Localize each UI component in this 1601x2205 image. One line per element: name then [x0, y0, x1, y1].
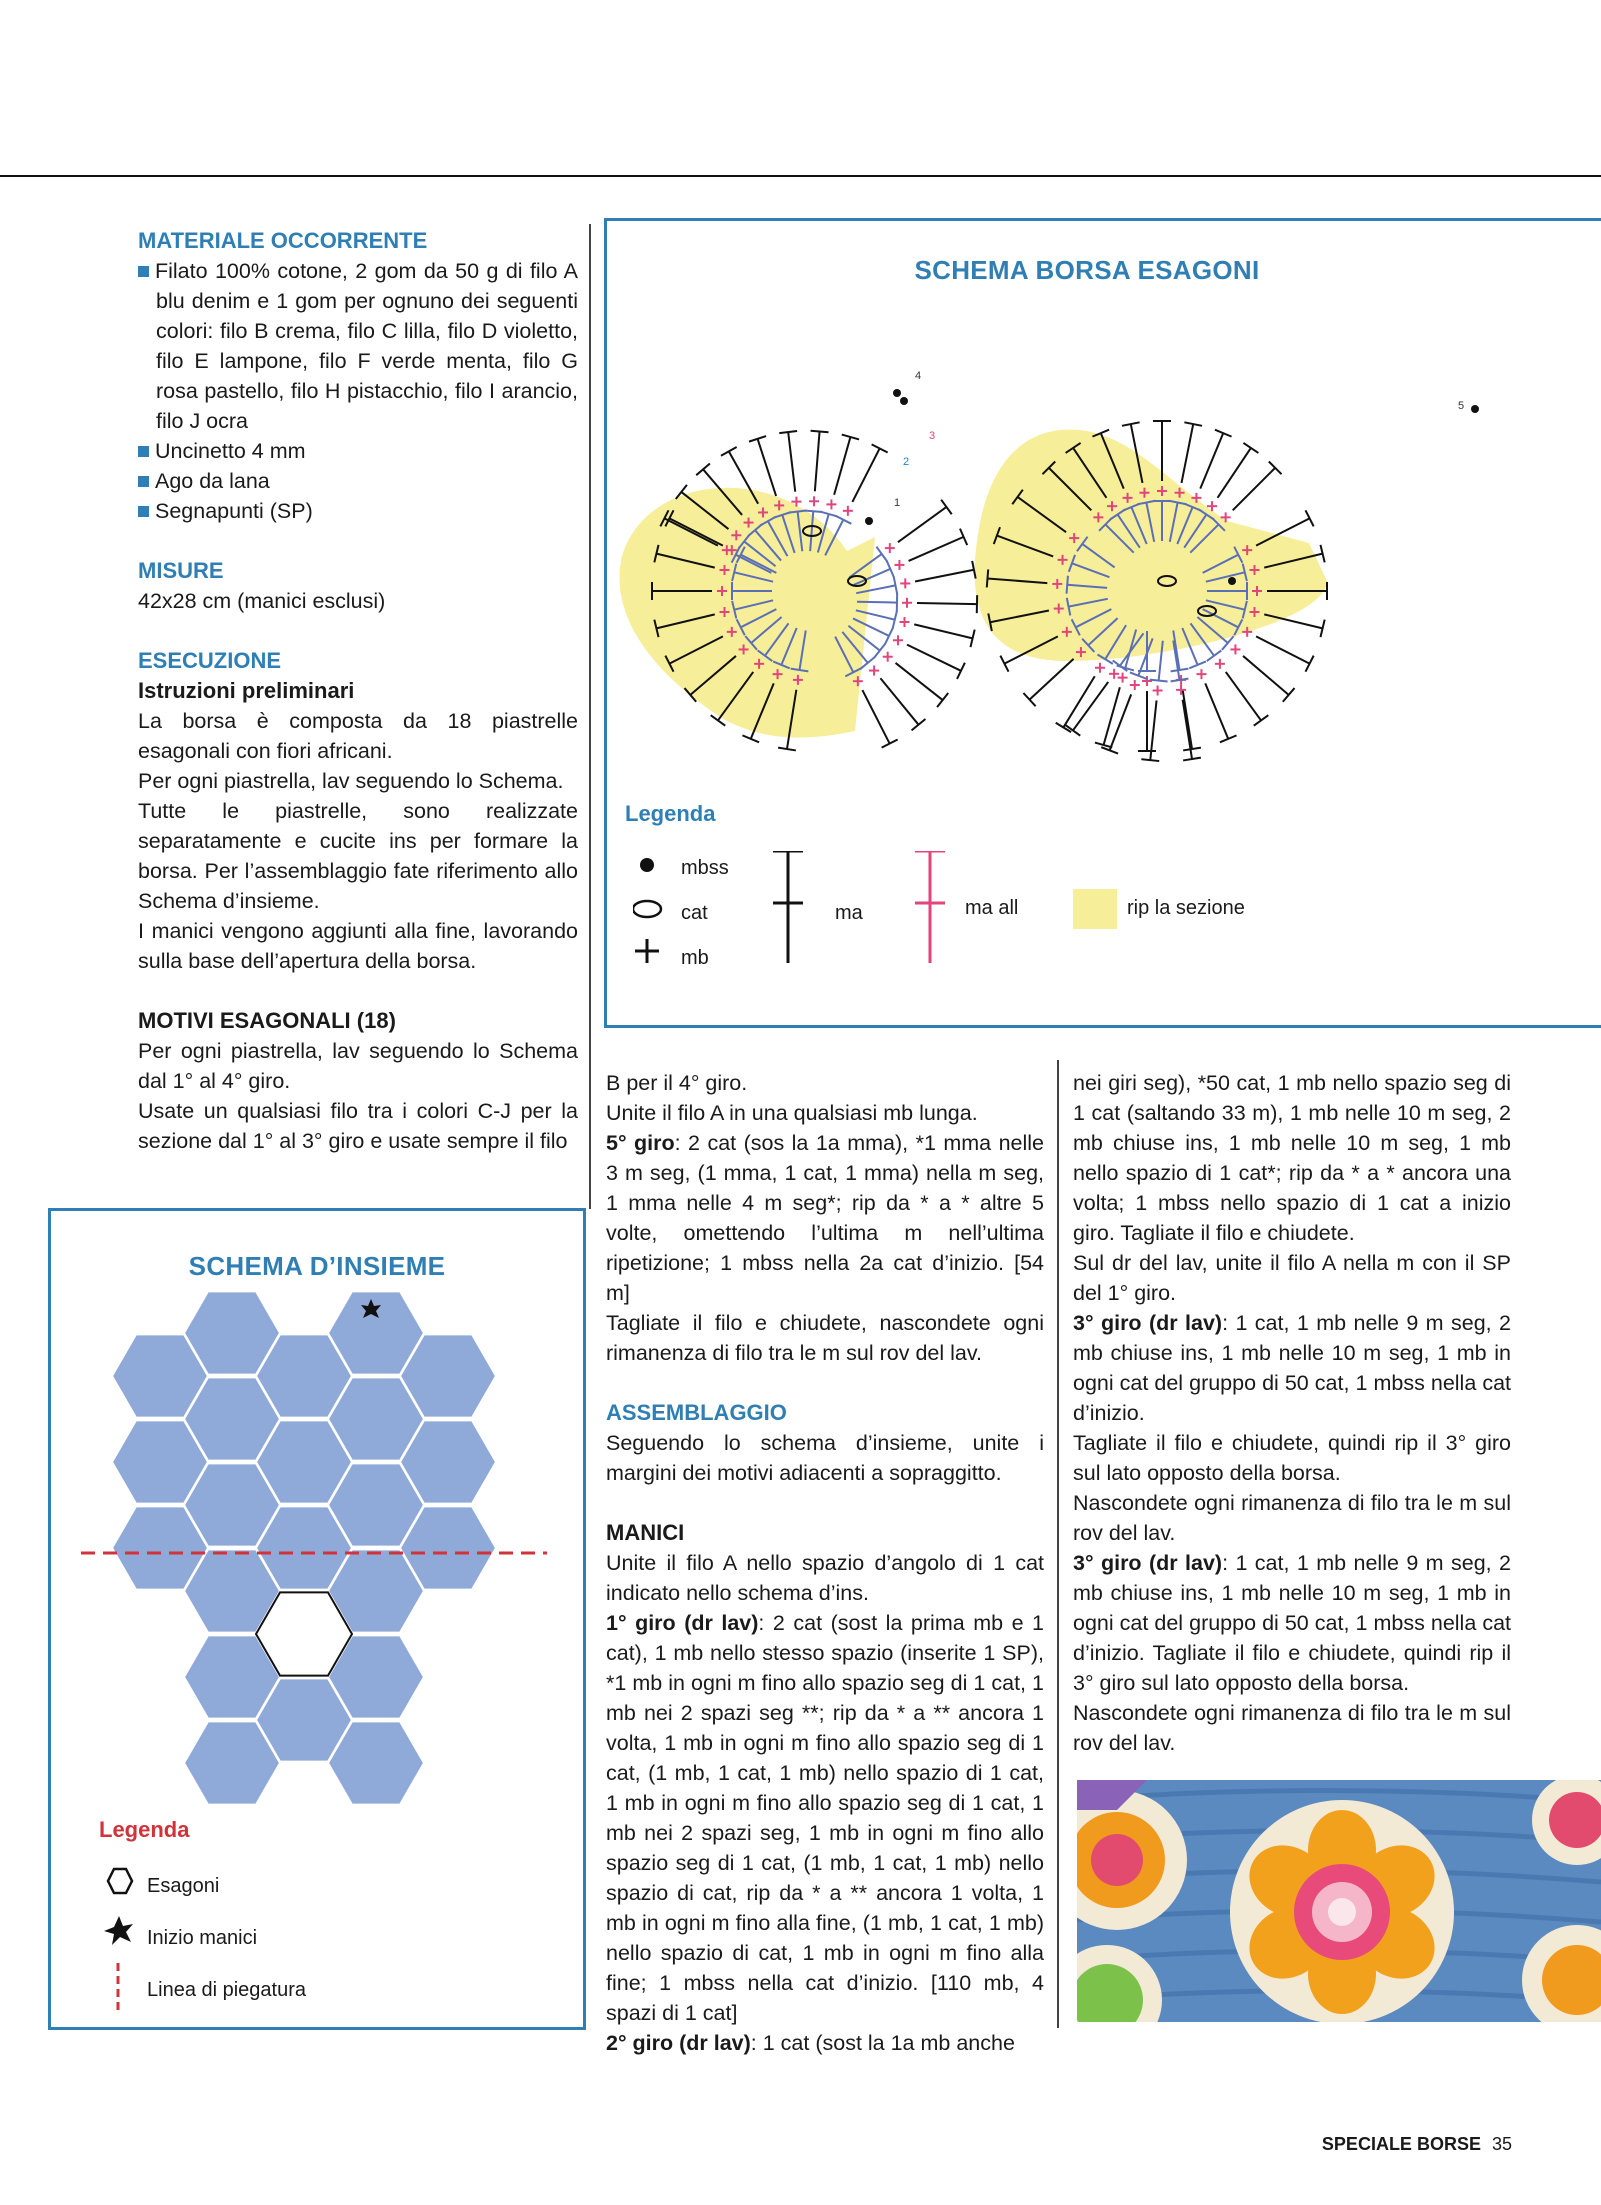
- schema-insieme-title: SCHEMA D’INSIEME: [188, 1251, 446, 1281]
- right-para: Nascondete ogni rimanenza di filo tra le m sul rov del lav.: [1073, 1491, 1511, 1545]
- legend-esagoni: Esagoni: [147, 1875, 220, 1897]
- materiale-item: Segnapunti (SP): [138, 496, 578, 526]
- legend-mbss: mbss: [681, 857, 729, 879]
- right-para: Sul dr del lav, unite il filo A nella m con il SP del 1° giro.: [1073, 1251, 1511, 1305]
- repeat-section-left: [620, 488, 875, 738]
- mid-para: Unite il filo A in una qualsiasi mb lunga.: [606, 1101, 978, 1125]
- materiale-title: MATERIALE OCCORRENTE: [138, 228, 428, 253]
- schema-borsa-box: [604, 218, 1601, 1028]
- african-flower-photo: [1077, 1780, 1601, 2022]
- round-number-2: 2: [903, 456, 910, 468]
- legend-rip-swatch: [1073, 889, 1117, 929]
- legend-cat: cat: [681, 902, 708, 924]
- round-number-3: 3: [929, 430, 936, 442]
- legend-ma: ma: [835, 902, 863, 924]
- materiale-item: Uncinetto 4 mm: [138, 436, 578, 466]
- right-column: [1073, 1068, 1511, 1758]
- legend-mb: mb: [681, 947, 709, 969]
- right-para: Nascondete ogni rimanenza di filo tra le m sul rov del lav.: [1073, 1701, 1511, 1755]
- esecuzione-para: I manici vengono aggiunti alla fine, lavorando sulla base dell’apertura della borsa.: [138, 919, 578, 973]
- right-para: Tagliate il filo e chiudete, quindi rip il 3° giro sul lato opposto della borsa.: [1073, 1431, 1511, 1485]
- mid-para: B per il 4° giro.: [606, 1071, 748, 1095]
- giro-3a: 3° giro (dr lav): 1 cat, 1 mb nelle 9 m seg, 2 mb chiuse ins, 1 mb nelle 10 m seg, 1 mb in ogni cat del gruppo di 50 cat, 1 mbss nella cat d’inizio.: [1073, 1311, 1511, 1425]
- hexagon-icon: [108, 1869, 132, 1893]
- middle-column: [606, 1068, 1044, 2058]
- left-column: [138, 226, 578, 1156]
- schema-borsa-title: SCHEMA BORSA ESAGONI: [914, 255, 1260, 285]
- mbss-icon: [640, 858, 654, 872]
- legend-linea-piegatura: Linea di piegatura: [147, 1979, 307, 2001]
- esecuzione-para: La borsa è composta da 18 piastrelle esagonali con fiori africani.: [138, 709, 578, 763]
- footer-section: SPECIALE BORSE: [1321, 2134, 1481, 2154]
- assemblaggio-text: Seguendo lo schema d’insieme, unite i margini dei motivi adiacenti a sopraggitto.: [606, 1431, 1044, 1485]
- schema-insieme-box: [48, 1208, 586, 2030]
- esecuzione-title: ESECUZIONE: [138, 648, 282, 673]
- materiale-item: Filato 100% cotone, 2 gom da 50 g di filo A blu denim e 1 gom per ognuno dei seguenti colori: filo B crema, filo C lilla, filo D violetto, filo E lampone, filo F verde menta, filo G rosa pastello, filo H pistacchio, filo I arancio, filo J ocra: [138, 256, 578, 436]
- star-icon: [104, 1916, 133, 1945]
- legend-rip: rip la sezione: [1127, 897, 1245, 919]
- legend-title: Legenda: [625, 801, 716, 826]
- giro-5: 5° giro: 2 cat (sos la 1a mma), *1 mma nelle 3 m seg, (1 mma, 1 cat, 1 mma) nella m seg, 1 mma nelle 4 m seg*; rip da * a * altre 5 volte, omettendo l’ultima m nell’ultima ripetizione; 1 mbss nella 2a cat d’inizio. [54 m]: [606, 1131, 1045, 1305]
- legend-ma-all: ma all: [965, 897, 1019, 919]
- esecuzione-para: Per ogni piastrella, lav seguendo lo Schema.: [138, 769, 564, 793]
- misure-title: MISURE: [138, 558, 224, 583]
- right-para: nei giri seg), *50 cat, 1 mb nello spazio seg di 1 cat (saltando 33 m), 1 mb nelle 10 m seg, 2 mb chiuse ins, 1 mb nelle 10 m seg, 1 mb nello spazio di 1 cat*; rip da * a * ancora una volta; 1 mbss nello spazio di 1 cat a inizio giro. Tagliate il filo e chiudete.: [1073, 1071, 1511, 1245]
- manici-title: MANICI: [606, 1520, 685, 1545]
- istruzioni-subtitle: Istruzioni preliminari: [138, 678, 355, 703]
- crochet-photo: [1077, 1780, 1601, 2022]
- mid-para: Tagliate il filo e chiudete, nascondete ogni rimanenza di filo tra le m sul rov del lav.: [606, 1311, 1044, 1365]
- repeat-section-right: [975, 429, 1327, 661]
- mb-icon: [635, 939, 659, 963]
- hexagon-group: [112, 1291, 496, 1804]
- assemblaggio-title: ASSEMBLAGGIO: [606, 1400, 787, 1425]
- motivi-title: MOTIVI ESAGONALI (18): [138, 1008, 396, 1033]
- top-rule: [0, 175, 1601, 177]
- esecuzione-para: Tutte le piastrelle, sono realizzate separatamente e cucite ins per formare la borsa. Per l’assemblaggio fate riferimento allo Schema d’insieme.: [138, 799, 578, 913]
- legend-title: Legenda: [99, 1817, 190, 1842]
- round-number-5: 5: [1458, 400, 1465, 412]
- legend-inizio-manici: Inizio manici: [147, 1927, 258, 1949]
- ma-all-icon: [915, 851, 945, 963]
- round-number-1: 1: [894, 497, 901, 509]
- motivi-para: Usate un qualsiasi filo tra i colori C-J per la sezione dal 1° al 3° giro e usate sempre il filo: [138, 1099, 578, 1153]
- column-divider: [1057, 1060, 1059, 2028]
- giro-3b: 3° giro (dr lav): 1 cat, 1 mb nelle 9 m seg, 2 mb chiuse ins, 1 mb nelle 10 m seg, 1 mb in ogni cat del gruppo di 50 cat, 1 mbss nella cat d’inizio. Tagliate il filo e chiudete, quindi rip il 3° giro sul lato opposto della borsa.: [1073, 1551, 1511, 1695]
- ma-icon: [773, 851, 803, 963]
- materiale-item: Ago da lana: [138, 466, 578, 496]
- round-number-4: 4: [915, 370, 922, 382]
- cat-icon: [633, 901, 661, 917]
- misure-text: 42x28 cm (manici esclusi): [138, 589, 386, 613]
- motivi-para: Per ogni piastrella, lav seguendo lo Schema dal 1° al 4° giro.: [138, 1039, 578, 1093]
- column-divider: [589, 224, 591, 1209]
- legend-icons: [101, 1867, 141, 2017]
- giro-1: 1° giro (dr lav): 2 cat (sost la prima mb e 1 cat), 1 mb nello stesso spazio (inserite 1 SP), *1 mb in ogni m fino allo spazio seg di 1 cat, 1 mb nei 2 spazi seg **; rip da * a ** ancora 1 volta, 1 mb in ogni m fino allo spazio seg di 1 cat, (1 mb, 1 cat, 1 mb) nello spazio di 1 cat, 1 mb in ogni m fino allo spazio seg di 1 cat, 1 mb nei 2 spazi seg, 1 mb in ogni m fino allo spazio seg di 1 cat, (1 mb, 1 cat, 1 mb) nello spazio di cat, rip da * a ** ancora 1 volta, 1 mb in ogni m fino alla fine, (1 mb, 1 cat, 1 mb) nello spazio di cat, 1 mb in ogni m fino alla fine; 1 mbss nella cat d’inizio. [110 mb, 4 spazi di 1 cat]: [606, 1611, 1045, 2025]
- page-number: 35: [1491, 2134, 1512, 2154]
- page-footer: [1250, 2134, 1512, 2155]
- manici-text: Unite il filo A nello spazio d’angolo di 1 cat indicato nello schema d’ins.: [606, 1551, 1044, 1605]
- giro-2: 2° giro (dr lav): 1 cat (sost la 1a mb anche: [606, 2031, 1015, 2055]
